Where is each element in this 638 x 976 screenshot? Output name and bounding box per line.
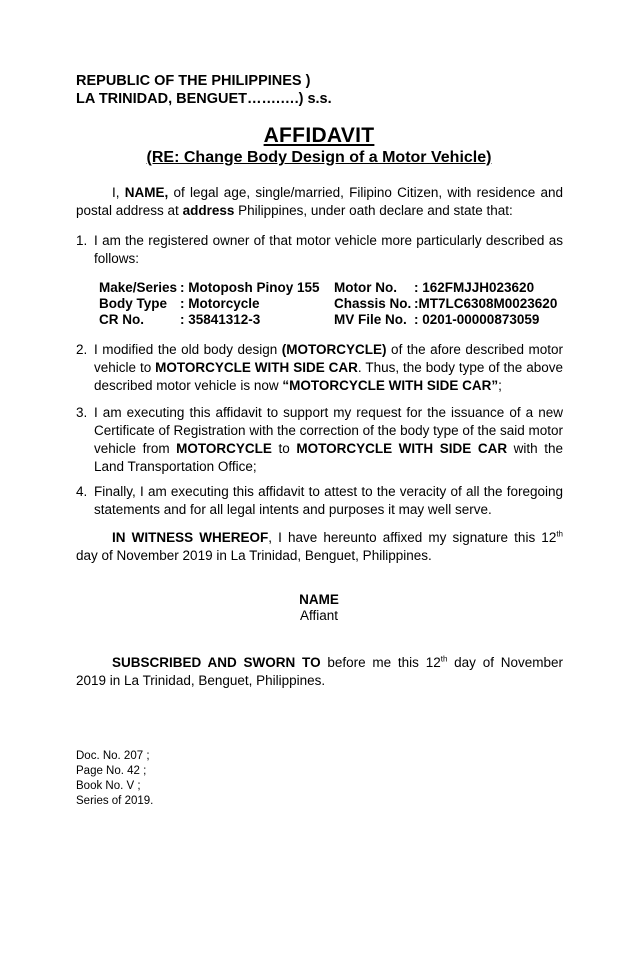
series-year: Series of 2019. xyxy=(76,795,154,807)
jurat-clause: SUBSCRIBED AND SWORN TO before me this 12th day of November 2019 in La Trinidad, Benguet, Philippines. xyxy=(76,654,563,688)
body-type-value: : Motorcycle xyxy=(180,296,260,311)
page-number: Page No. 42 ; xyxy=(76,765,147,777)
cr-number-value: : 35841312-3 xyxy=(180,312,261,327)
chassis-number-value: :MT7LC6308M0023620 xyxy=(414,296,558,311)
statement-item-3 xyxy=(76,404,563,476)
make-series-label: Make/Series xyxy=(99,280,178,295)
item-number: 3. xyxy=(76,405,88,420)
item-number: 1. xyxy=(76,233,88,248)
book-number: Book No. V ; xyxy=(76,780,141,792)
item-text: Finally, I am executing this affidavit to attest to the veracity of all the foregoing statements and for all legal intents and purposes it may well serve. xyxy=(94,484,563,517)
affiant-signature-name: NAME xyxy=(299,592,339,607)
intro-text-2: of legal age, single/married, Filipino Citizen, with residence and postal address at xyxy=(76,185,563,218)
statement-item-2 xyxy=(76,341,563,395)
item-text: I modified the old body design (MOTORCYCLE) of the afore described motor vehicle to MOTORCYCLE WITH SIDE CAR. Thus, the body type of the above described motor vehicle is now “MOTORCYCLE WITH SIDE CAR”; xyxy=(94,342,564,393)
chassis-number-label: Chassis No. xyxy=(334,296,412,311)
item-number: 2. xyxy=(76,342,88,357)
motor-number-label: Motor No. xyxy=(334,280,397,295)
venue-municipality: LA TRINIDAD, BENGUET…….….) s.s. xyxy=(76,91,332,107)
affiant-role: Affiant xyxy=(299,608,339,623)
doc-number: Doc. No. 207 ; xyxy=(76,750,150,762)
venue-republic: REPUBLIC OF THE PHILIPPINES ) xyxy=(76,73,311,89)
mv-file-number-label: MV File No. xyxy=(334,312,407,327)
make-series-value: : Motoposh Pinoy 155 xyxy=(180,280,320,295)
item-text: I am executing this affidavit to support my request for the issuance of a new Certificate of Registration with the correction of the body type of the said motor vehicle from MOTORCYCLE to MOTORCYCLE WITH SIDE CAR with the Land Transportation Office; xyxy=(94,405,563,474)
affiant-name-placeholder: NAME, xyxy=(124,185,169,200)
body-type-label: Body Type xyxy=(99,296,168,311)
item-text: I am the registered owner of that motor vehicle more particularly described as follows: xyxy=(94,233,563,266)
statement-item-1 xyxy=(76,232,563,268)
address-placeholder: address xyxy=(182,203,235,218)
intro-text-1: I, xyxy=(112,185,125,200)
mv-file-number-value: : 0201-00000873059 xyxy=(414,312,540,327)
cr-number-label: CR No. xyxy=(99,312,144,327)
motor-number-value: : 162FMJJH023620 xyxy=(414,280,535,295)
witness-clause: IN WITNESS WHEREOF, I have hereunto affixed my signature this 12th day of November 2019 in La Trinidad, Benguet, Philippines. xyxy=(76,529,563,563)
document-title: AFFIDAVIT xyxy=(263,124,375,147)
item-number: 4. xyxy=(76,484,88,499)
intro-paragraph xyxy=(76,184,563,220)
intro-text-3: Philippines, under oath declare and state that: xyxy=(234,203,513,218)
document-subtitle: (RE: Change Body Design of a Motor Vehicle) xyxy=(146,149,492,166)
statement-item-4 xyxy=(76,483,563,519)
